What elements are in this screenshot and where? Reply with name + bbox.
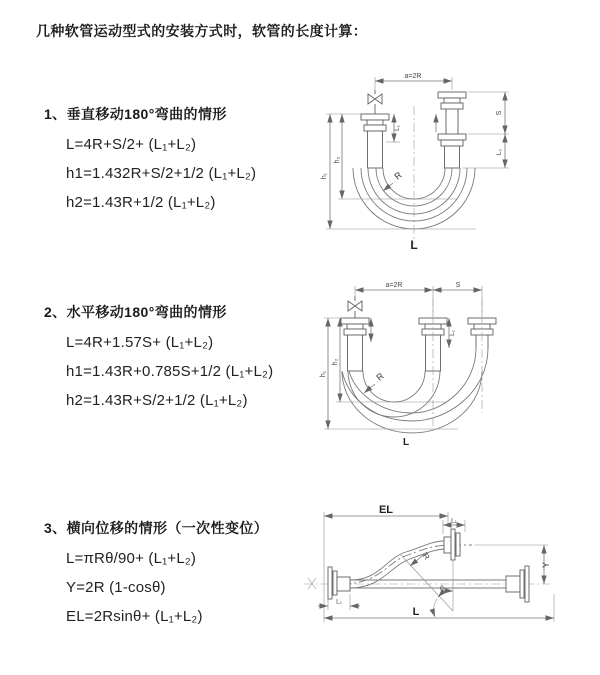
- page-title: 几种软管运动型式的安装方式时，软管的长度计算：: [36, 23, 368, 39]
- section-3-heading: 3、横向位移的情形（一次性变位）: [44, 520, 269, 536]
- section-2-formula-h1: h1=1.43R+0.785S+1/2 (L₁+L₂): [66, 363, 274, 380]
- section-1-heading: 1、垂直移动180°弯曲的情形: [44, 106, 227, 122]
- dim-label-h2: h₂: [334, 156, 341, 164]
- dim-label-el: EL: [378, 504, 394, 516]
- valve-icon: [348, 296, 362, 318]
- radius-leader: [364, 384, 375, 393]
- left-fitting: [361, 114, 389, 168]
- dim-label-l1: L₁: [394, 125, 401, 131]
- hose-arcs: [342, 348, 488, 433]
- dim-label-a2r: a=2R: [404, 73, 422, 80]
- dim-label-l-total: L: [410, 238, 418, 252]
- section-3-formula-y: Y=2R (1-cosθ): [66, 579, 166, 596]
- dim-label-h1: h₁: [320, 370, 327, 378]
- section-horizontal-180: [44, 302, 273, 409]
- section-2-heading: 2、水平移动180°弯曲的情形: [44, 304, 227, 320]
- dim-label-r: R: [392, 169, 404, 182]
- dim-label-l-total: L: [402, 437, 410, 448]
- right-lower-flange: [506, 566, 529, 602]
- dim-a2r: [355, 286, 433, 316]
- dim-label-h1: h₁: [321, 172, 328, 180]
- dim-h1: [326, 114, 476, 229]
- section-1-formula-h2: h2=1.43R+1/2 (L₁+L₂): [66, 194, 216, 211]
- construction-diagonal: [400, 551, 453, 611]
- dim-label-h2: h₂: [332, 358, 339, 366]
- left-fitting: [341, 318, 369, 371]
- right-fitting: [438, 92, 466, 168]
- section-2-formula-l: L=4R+1.57S+ (L₁+L₂): [66, 334, 214, 351]
- left-flange: [328, 567, 350, 599]
- section-3-formula-el: EL=2Rsinθ+ (L₁+L₂): [66, 608, 203, 625]
- diagram-lateral-displacement: [296, 498, 598, 660]
- dim-label-l1-bottom: L₁: [336, 598, 342, 606]
- dim-label-y: Y: [541, 561, 551, 569]
- dim-label-l1: L₁: [449, 330, 456, 336]
- section-lateral-displacement: [44, 518, 268, 625]
- section-2-formula-h2: h2=1.43R+S/2+1/2 (L₁+L₂): [66, 392, 248, 409]
- dim-label-l2: L₂: [496, 148, 503, 156]
- dim-label-s: S: [496, 110, 503, 116]
- dim-label-l1-top: L₁: [451, 517, 457, 525]
- break-mark: [308, 578, 316, 589]
- section-vertical-180: [44, 104, 256, 211]
- dim-label-a2r: a=2R: [385, 282, 403, 289]
- section-3-formula-l: L=πRθ/90+ (L₁+L₂): [66, 550, 197, 567]
- dim-l-total: [324, 594, 554, 622]
- valve-icon: [368, 90, 382, 114]
- dim-label-s: S: [455, 282, 461, 289]
- upper-right-flange: [444, 529, 460, 560]
- dim-s: [433, 286, 482, 316]
- dim-label-r: R: [420, 551, 432, 562]
- dim-label-l-total: L: [412, 606, 420, 618]
- diagram-horizontal-180: [308, 278, 600, 460]
- section-1-formula-l: L=4R+S/2+ (L₁+L₂): [66, 136, 197, 153]
- angle-arc-2: [434, 599, 437, 617]
- dim-label-theta: θ: [440, 586, 444, 593]
- dim-label-r: R: [374, 370, 386, 383]
- section-1-formula-h1: h1=1.432R+S/2+1/2 (L₁+L₂): [66, 165, 257, 182]
- diagram-vertical-180: [308, 68, 600, 260]
- dim-el: [324, 512, 448, 622]
